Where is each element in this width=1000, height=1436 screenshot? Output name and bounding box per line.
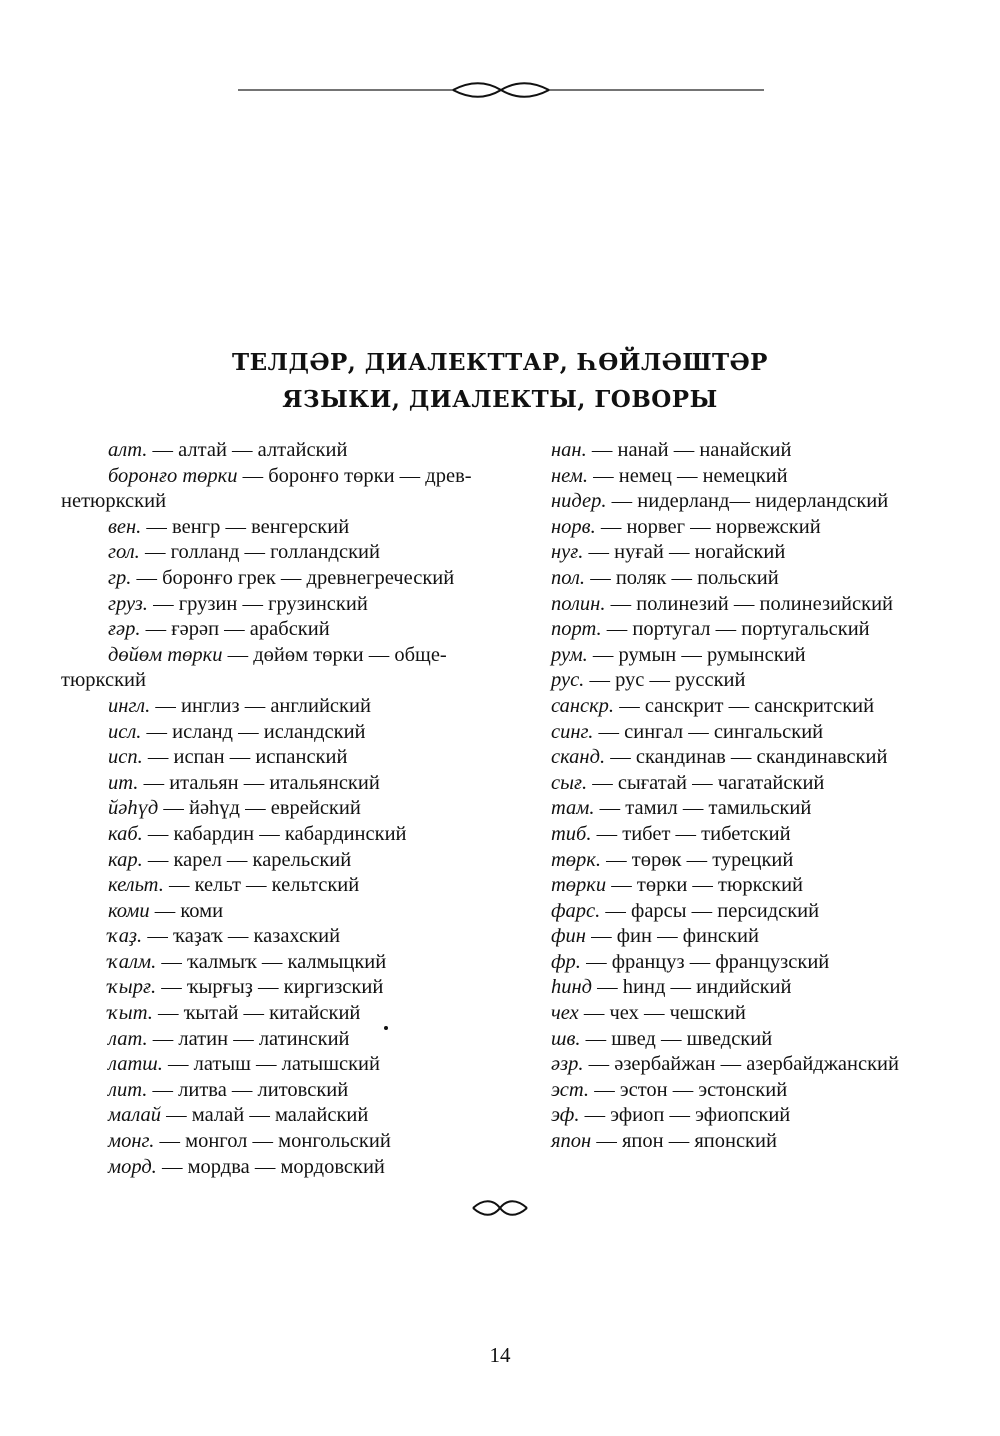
definition: — ҡалмыҡ — калмыцкий [156, 950, 387, 973]
abbreviation: ҡыт. [108, 1002, 153, 1025]
list-item [551, 1129, 951, 1155]
list-item [551, 566, 951, 592]
list-item [108, 515, 508, 541]
section-title-bashkir: ТЕЛДӘР, ДИАЛЕКТТАР, ҺӨЙЛӘШТӘР [232, 349, 768, 376]
list-item [108, 464, 508, 490]
abbreviation: лат. [108, 1027, 148, 1050]
abbreviation: гр. [108, 566, 132, 589]
abbreviation: вен. [108, 515, 142, 538]
list-item [108, 643, 508, 669]
definition: — швед — шведский [580, 1027, 773, 1050]
abbreviation: кельт. [108, 874, 164, 897]
definition: — поляк — польский [585, 566, 779, 589]
list-item [551, 438, 951, 464]
list-item [551, 950, 951, 976]
list-item [108, 848, 508, 874]
abbreviation: ит. [108, 771, 139, 794]
definition: — инглиз — английский [150, 694, 371, 717]
definition: — япон — японский [591, 1130, 777, 1153]
definition: — ҡаҙаҡ — казахский [142, 925, 341, 948]
list-item [551, 540, 951, 566]
abbreviation: санскр. [551, 694, 615, 717]
list-item [108, 1129, 508, 1155]
definition: — һинд — индийский [592, 976, 792, 999]
list-item-continuation: тюркский [61, 669, 146, 692]
abbreviation: сканд. [551, 746, 606, 769]
definition: — тибет — тибетский [591, 822, 791, 845]
abbreviation: гол. [108, 541, 140, 564]
definition: — йәһүд — еврейский [158, 797, 361, 820]
definition: — төрөк — турецкий [601, 848, 794, 871]
list-item [551, 796, 951, 822]
definition: — грузин — грузинский [147, 592, 368, 615]
abbreviation: кар. [108, 848, 143, 871]
definition: — нуғай — ногайский [583, 541, 786, 564]
section-title-russian: ЯЗЫКИ, ДИАЛЕКТЫ, ГОВОРЫ [282, 386, 718, 413]
list-item [108, 617, 508, 643]
abbreviation: синг. [551, 720, 594, 743]
definition: — норвег — норвежский [595, 515, 821, 538]
list-item [551, 694, 951, 720]
abbreviation: йәһүд [108, 797, 159, 820]
list-item [108, 720, 508, 746]
abbreviation: нидер. [551, 490, 607, 513]
definition: — әзербайжан — азербайджанский [583, 1053, 899, 1076]
abbreviation: норв. [551, 515, 596, 538]
abbreviation: фр. [551, 950, 581, 973]
abbreviation: тиб. [551, 822, 592, 845]
abbreviation: ғәр. [108, 618, 141, 641]
list-item [551, 617, 951, 643]
abbreviation: морд. [108, 1155, 157, 1178]
definition: — рус — русский [584, 669, 746, 692]
abbreviation-list-right [551, 438, 951, 1155]
list-item [108, 1001, 508, 1027]
list-item [108, 1103, 508, 1129]
abbreviation: малай [108, 1104, 162, 1127]
abbreviation: монг. [108, 1130, 155, 1153]
definition: — эстон — эстонский [589, 1078, 788, 1101]
list-item [551, 899, 951, 925]
definition: — фарсы — персидский [600, 899, 820, 922]
abbreviation: нан. [551, 439, 587, 461]
definition: — сығатай — чагатайский [587, 771, 825, 794]
list-item [551, 592, 951, 618]
list-item [551, 1052, 951, 1078]
definition: — немец — немецкий [587, 464, 788, 487]
abbreviation: алт. [108, 439, 148, 461]
list-item [551, 1103, 951, 1129]
list-item [551, 822, 951, 848]
definition: — боронғо төрки — древ- [237, 464, 472, 487]
list-item [108, 899, 508, 925]
list-item [551, 515, 951, 541]
abbreviation: ҡалм. [108, 950, 157, 973]
abbreviation: ингл. [108, 694, 151, 717]
abbreviation: коми [108, 899, 150, 922]
abbreviation: пол. [551, 566, 586, 589]
list-item [108, 540, 508, 566]
definition: — санскрит — санскритский [614, 694, 875, 717]
definition: — төрки — тюркский [606, 874, 804, 897]
definition: — кельт — кельтский [163, 874, 360, 897]
abbreviation: нуғ. [551, 541, 584, 564]
abbreviation: латш. [108, 1053, 163, 1076]
list-item [551, 1027, 951, 1053]
list-item [551, 489, 951, 515]
list-item [108, 924, 508, 950]
definition: — скандинав — скандинавский [605, 746, 888, 769]
abbreviation: полин. [551, 592, 606, 615]
definition: — дөйөм төрки — обще- [222, 643, 447, 666]
abbreviation: әзр. [551, 1053, 584, 1076]
list-item [551, 745, 951, 771]
list-item [108, 822, 508, 848]
abbreviation: ҡаҙ. [108, 925, 143, 948]
list-item [108, 1155, 508, 1181]
list-item [551, 873, 951, 899]
list-item [108, 438, 508, 464]
definition: — румын — румынский [587, 643, 806, 666]
definition: — мордва — мордовский [156, 1155, 385, 1178]
definition: — литва — литовский [147, 1078, 349, 1101]
definition: — испан — испанский [142, 746, 348, 769]
definition: — латин — латинский [147, 1027, 350, 1050]
definition: — малай — малайский [161, 1104, 369, 1127]
definition: — латыш — латышский [162, 1053, 380, 1076]
abbreviation: исл. [108, 720, 142, 743]
definition: — француз — французский [580, 950, 830, 973]
list-item [108, 745, 508, 771]
abbreviation: боронғо төрки [108, 464, 238, 487]
definition: — нидерланд— нидерландский [606, 490, 889, 513]
list-item-continuation: нетюркский [61, 490, 167, 513]
list-item [108, 1078, 508, 1104]
definition: — кабардин — кабардинский [142, 822, 407, 845]
abbreviation: там. [551, 797, 595, 820]
definition: — венгр — венгерский [141, 515, 350, 538]
definition: — ҡырғыҙ — киргизский [156, 976, 384, 999]
list-item [551, 720, 951, 746]
definition: — монгол — монгольский [154, 1130, 391, 1153]
abbreviation: дөйөм төрки [108, 643, 223, 666]
definition: — полинезий — полинезийский [605, 592, 894, 615]
abbreviation-list-left [61, 438, 508, 1180]
stray-dot [384, 1026, 388, 1030]
definition: — эфиоп — эфиопский [579, 1104, 791, 1127]
list-item [551, 1078, 951, 1104]
definition: — португал — португальский [601, 618, 870, 641]
definition: — карел — карельский [142, 848, 352, 871]
abbreviation: чех [551, 1002, 579, 1025]
list-item [551, 924, 951, 950]
list-item [108, 796, 508, 822]
list-item [551, 975, 951, 1001]
abbreviation: һинд [551, 976, 593, 999]
definition: — боронғо грек — древнегреческий [131, 566, 455, 589]
list-item [551, 464, 951, 490]
definition: — коми [149, 899, 224, 922]
list-item [551, 643, 951, 669]
abbreviation: төрки [551, 874, 607, 897]
list-item [108, 771, 508, 797]
list-item [108, 950, 508, 976]
list-item [108, 975, 508, 1001]
definition: — алтай — алтайский [147, 439, 348, 461]
definition: — фин — финский [585, 925, 759, 948]
top-ornament-divider [238, 78, 764, 102]
definition: — чех — чешский [578, 1002, 746, 1025]
list-item [108, 1052, 508, 1078]
list-item [108, 873, 508, 899]
abbreviation: каб. [108, 822, 143, 845]
abbreviation: порт. [551, 618, 602, 641]
abbreviation: шв. [551, 1027, 581, 1050]
abbreviation: груз. [108, 592, 148, 615]
definition: — нанай — нанайский [586, 439, 792, 461]
list-item [108, 1027, 508, 1053]
list-item [108, 592, 508, 618]
definition: — ҡытай — китайский [152, 1002, 361, 1025]
abbreviation: исп. [108, 746, 143, 769]
list-item [551, 771, 951, 797]
list-item [108, 566, 508, 592]
abbreviation: фарс. [551, 899, 601, 922]
abbreviation: нем. [551, 464, 588, 487]
definition: — исланд — исландский [141, 720, 366, 743]
bottom-ornament [471, 1197, 529, 1219]
abbreviation: эст. [551, 1078, 590, 1101]
abbreviation: лит. [108, 1078, 148, 1101]
definition: — голланд — голландский [139, 541, 380, 564]
list-item [551, 1001, 951, 1027]
abbreviation: япон [551, 1130, 592, 1153]
abbreviation: төрк. [551, 848, 602, 871]
abbreviation: рум. [551, 643, 588, 666]
definition: — итальян — итальянский [138, 771, 380, 794]
abbreviation: ҡырғ. [108, 976, 157, 999]
definition: — ғәрәп — арабский [140, 618, 330, 641]
list-item [551, 668, 951, 694]
page-number: 14 [489, 1343, 511, 1367]
definition: — сингал — сингальский [593, 720, 824, 743]
list-item [108, 694, 508, 720]
definition: — тамил — тамильский [594, 797, 812, 820]
list-item [551, 848, 951, 874]
abbreviation: фин [551, 925, 586, 948]
abbreviation: сығ. [551, 771, 588, 794]
abbreviation: эф. [551, 1104, 580, 1127]
abbreviation: рус. [551, 669, 585, 692]
